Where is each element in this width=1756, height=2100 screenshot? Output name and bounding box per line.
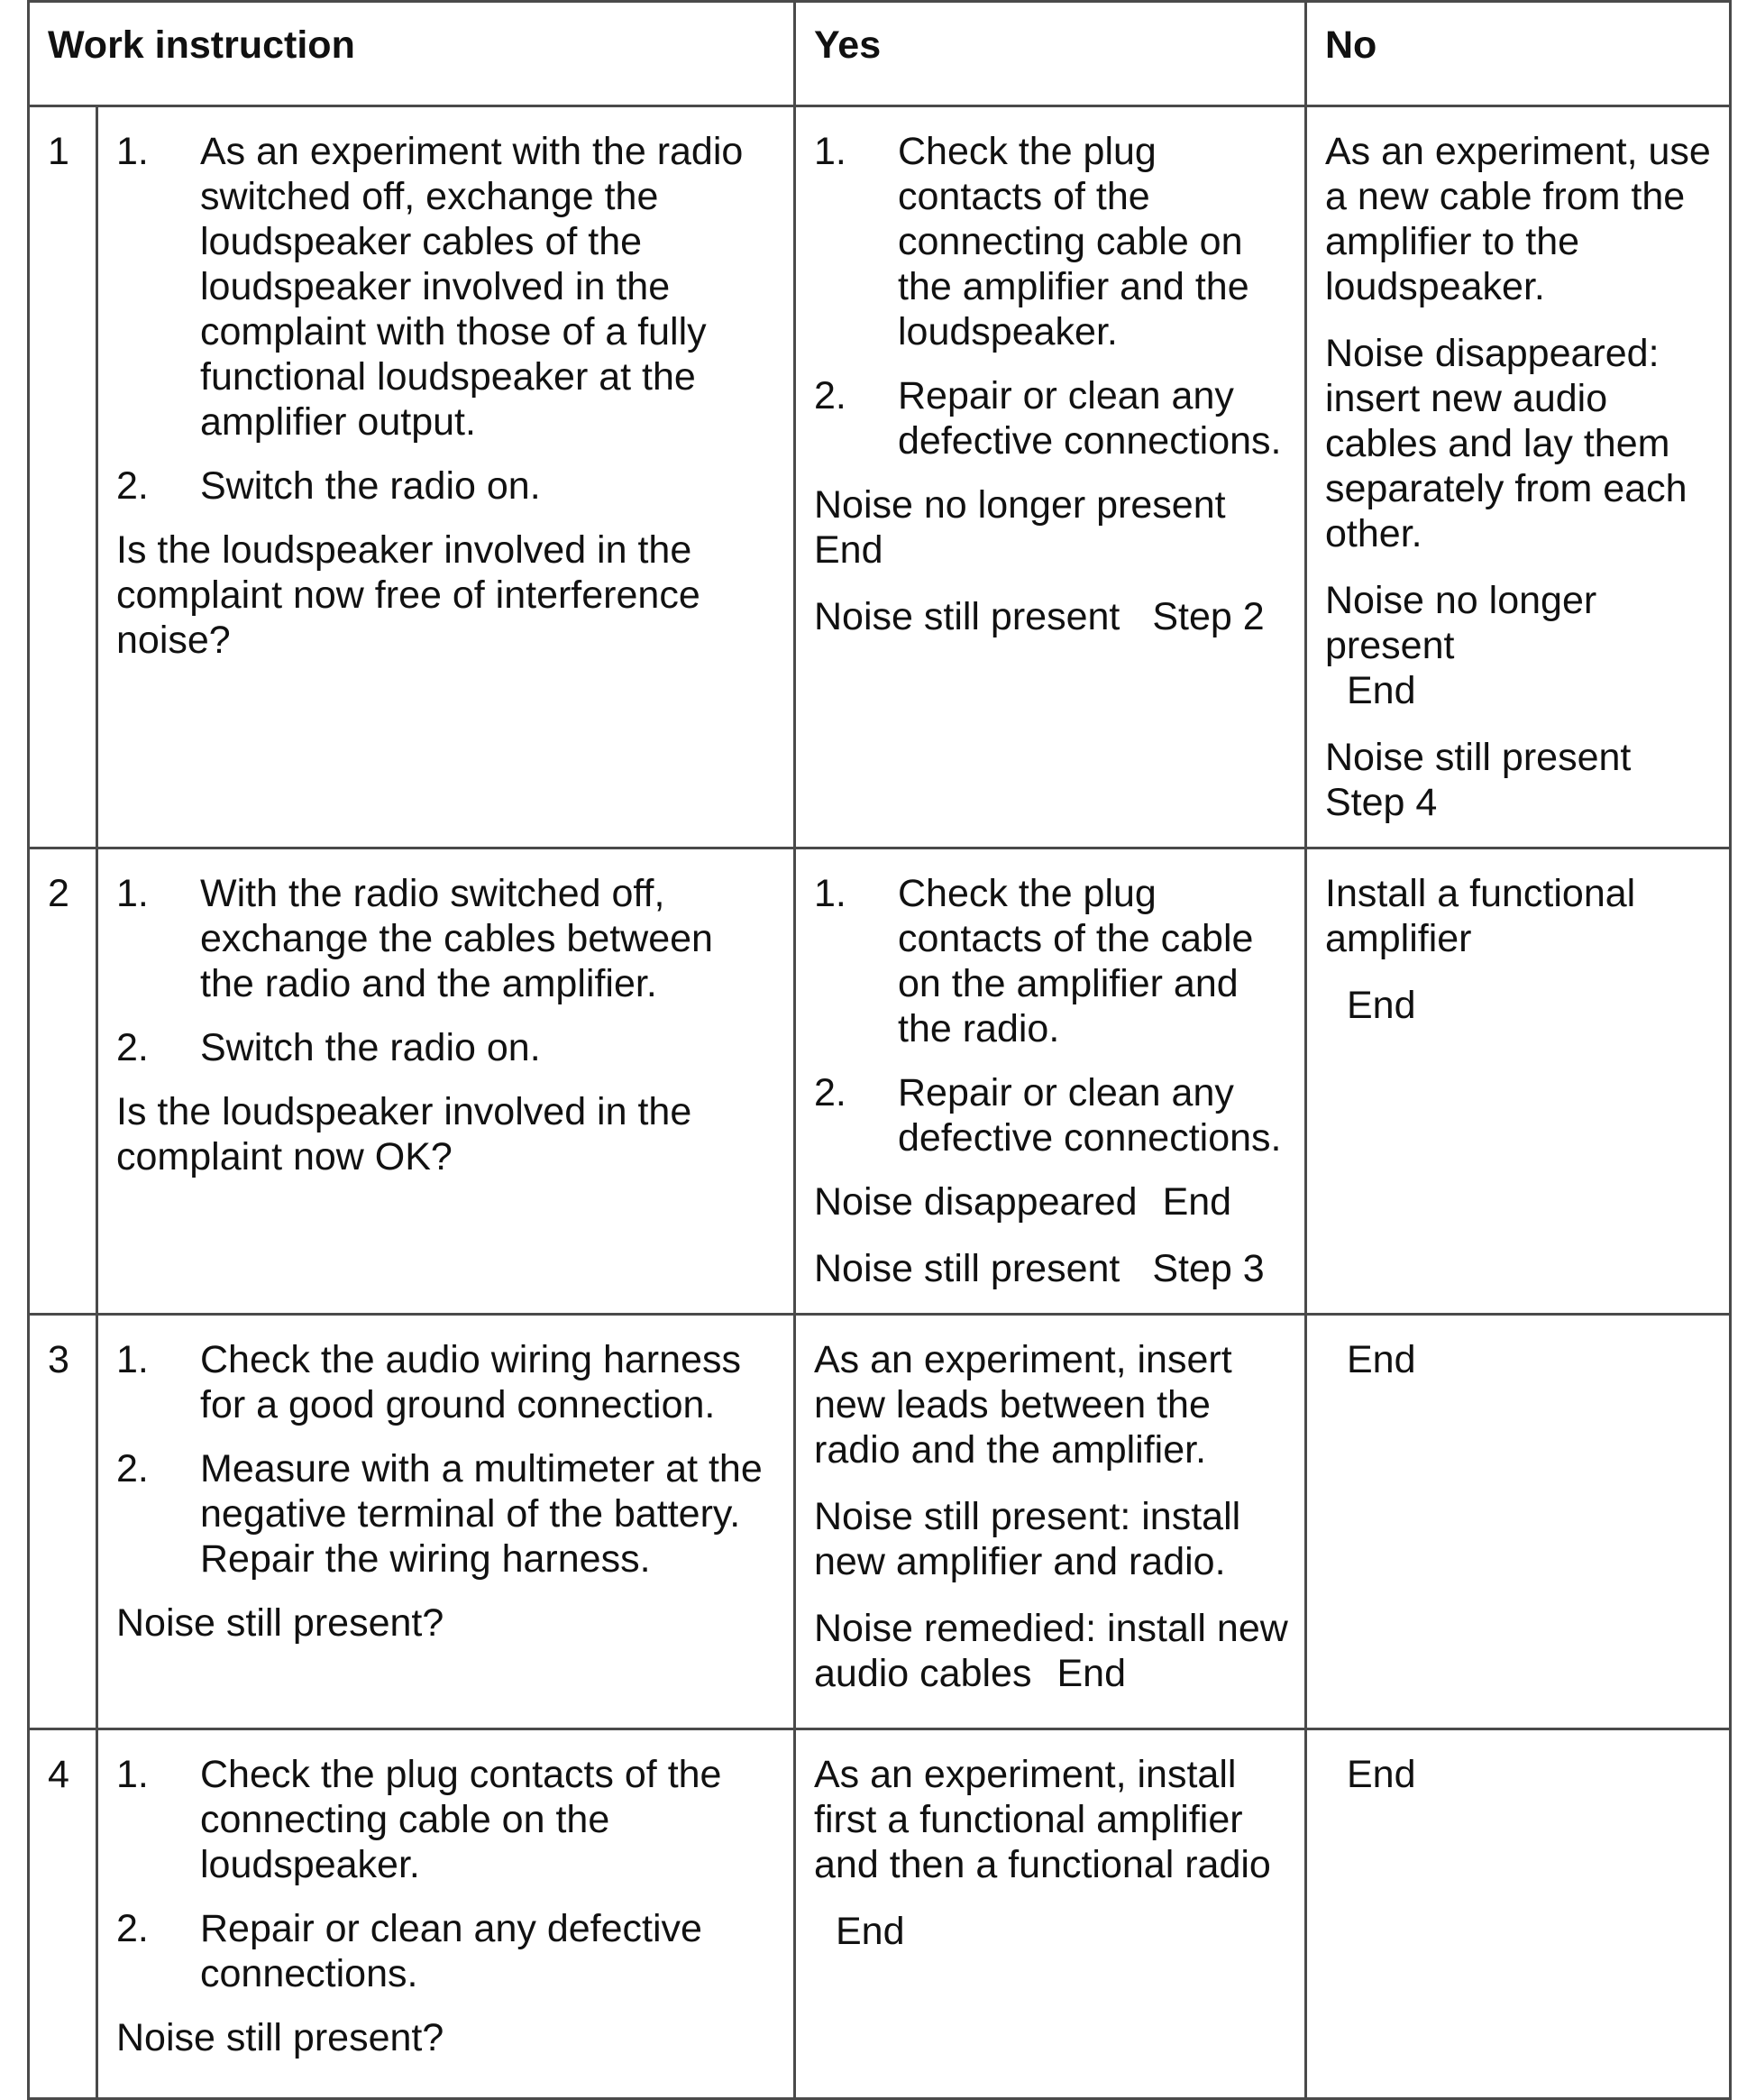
no-cell bbox=[1306, 848, 1731, 1315]
list-item: 1. As an experiment with the radio switched off, exchange the loudspeaker cables of the loudspeaker involved in the complaint with those of a fully functional loudspeaker at the amplifier output. bbox=[116, 130, 744, 444]
no-cell bbox=[1306, 1315, 1731, 1729]
yes-cell bbox=[795, 1729, 1306, 2099]
list-item: 1. With the radio switched off, exchange the cables between the radio and the amplifier. bbox=[116, 872, 713, 1005]
step-number: 3 bbox=[29, 1315, 97, 1729]
outcome-line: End bbox=[1347, 1753, 1416, 1796]
yes-cell bbox=[795, 848, 1306, 1315]
step-number: 4 bbox=[29, 1729, 97, 2099]
instruction-cell bbox=[97, 106, 795, 848]
list-item: 2. Repair or clean any defective connections. bbox=[116, 1907, 702, 1995]
work-instruction-table bbox=[27, 0, 1732, 2100]
list-item: 1. Check the plug contacts of the connecting cable on the loudspeaker. bbox=[116, 1753, 722, 1886]
instruction-cell bbox=[97, 848, 795, 1315]
question-text: Is the loudspeaker involved in the complaint now OK? bbox=[116, 1090, 692, 1178]
table-row bbox=[29, 106, 1731, 848]
list-item: 2. Repair or clean any defective connections. bbox=[814, 1071, 1282, 1160]
list-item: 2. Switch the radio on. bbox=[116, 1026, 541, 1069]
outcome-line: Noise still present Step 2 bbox=[814, 595, 1265, 638]
no-cell bbox=[1306, 106, 1731, 848]
outcome-line: End bbox=[836, 1910, 905, 1953]
paragraph: Noise still present: install new amplifier and radio. bbox=[814, 1495, 1241, 1583]
list-item: 1. Check the plug contacts of the connecting cable on the amplifier and the loudspeaker. bbox=[814, 130, 1249, 353]
outcome-line: Noise still present Step 3 bbox=[814, 1247, 1265, 1290]
paragraph: As an experiment, install first a functional amplifier and then a functional radio bbox=[814, 1753, 1271, 1886]
header-row bbox=[29, 2, 1731, 106]
outcome-line: End bbox=[1347, 984, 1416, 1027]
yes-cell bbox=[795, 106, 1306, 848]
yes-cell bbox=[795, 1315, 1306, 1729]
outcome-line: Noise disappeared End bbox=[814, 1180, 1232, 1224]
list-item: 1. Check the plug contacts of the cable on the amplifier and the radio. bbox=[814, 872, 1254, 1050]
list-item: 2. Switch the radio on. bbox=[116, 464, 541, 508]
outcome-line: Noise no longer present End bbox=[1325, 579, 1597, 712]
table-row bbox=[29, 848, 1731, 1315]
question-text: Is the loudspeaker involved in the complaint now free of interference noise? bbox=[116, 528, 700, 662]
header-work-instruction: Work instruction bbox=[29, 2, 795, 106]
instruction-cell bbox=[97, 1729, 795, 2099]
paragraph: As an experiment, insert new leads between the radio and the amplifier. bbox=[814, 1338, 1232, 1472]
list-item: 2. Repair or clean any defective connections. bbox=[814, 374, 1282, 463]
outcome-line: Noise no longer present End bbox=[814, 483, 1226, 572]
list-item: 1. Check the audio wiring harness for a good ground connection. bbox=[116, 1338, 741, 1426]
paragraph: Noise disappeared: insert new audio cables and lay them separately from each other. bbox=[1325, 332, 1687, 555]
paragraph: Install a functional amplifier bbox=[1325, 872, 1636, 960]
table-row bbox=[29, 1315, 1731, 1729]
outcome-line: Noise remedied: install new audio cables End bbox=[814, 1607, 1288, 1695]
step-number: 1 bbox=[29, 106, 97, 848]
question-text: Noise still present? bbox=[116, 2016, 444, 2059]
paragraph: As an experiment, use a new cable from the amplifier to the loudspeaker. bbox=[1325, 130, 1711, 308]
no-cell bbox=[1306, 1729, 1731, 2099]
list-item: 2. Measure with a multimeter at the negative terminal of the battery. Repair the wiring harness. bbox=[116, 1447, 763, 1581]
step-number: 2 bbox=[29, 848, 97, 1315]
header-no: No bbox=[1306, 2, 1731, 106]
outcome-line: Noise still present Step 4 bbox=[1325, 736, 1632, 824]
outcome-line: End bbox=[1347, 1338, 1416, 1381]
instruction-cell bbox=[97, 1315, 795, 1729]
question-text: Noise still present? bbox=[116, 1601, 444, 1645]
header-yes: Yes bbox=[795, 2, 1306, 106]
table-row bbox=[29, 1729, 1731, 2099]
